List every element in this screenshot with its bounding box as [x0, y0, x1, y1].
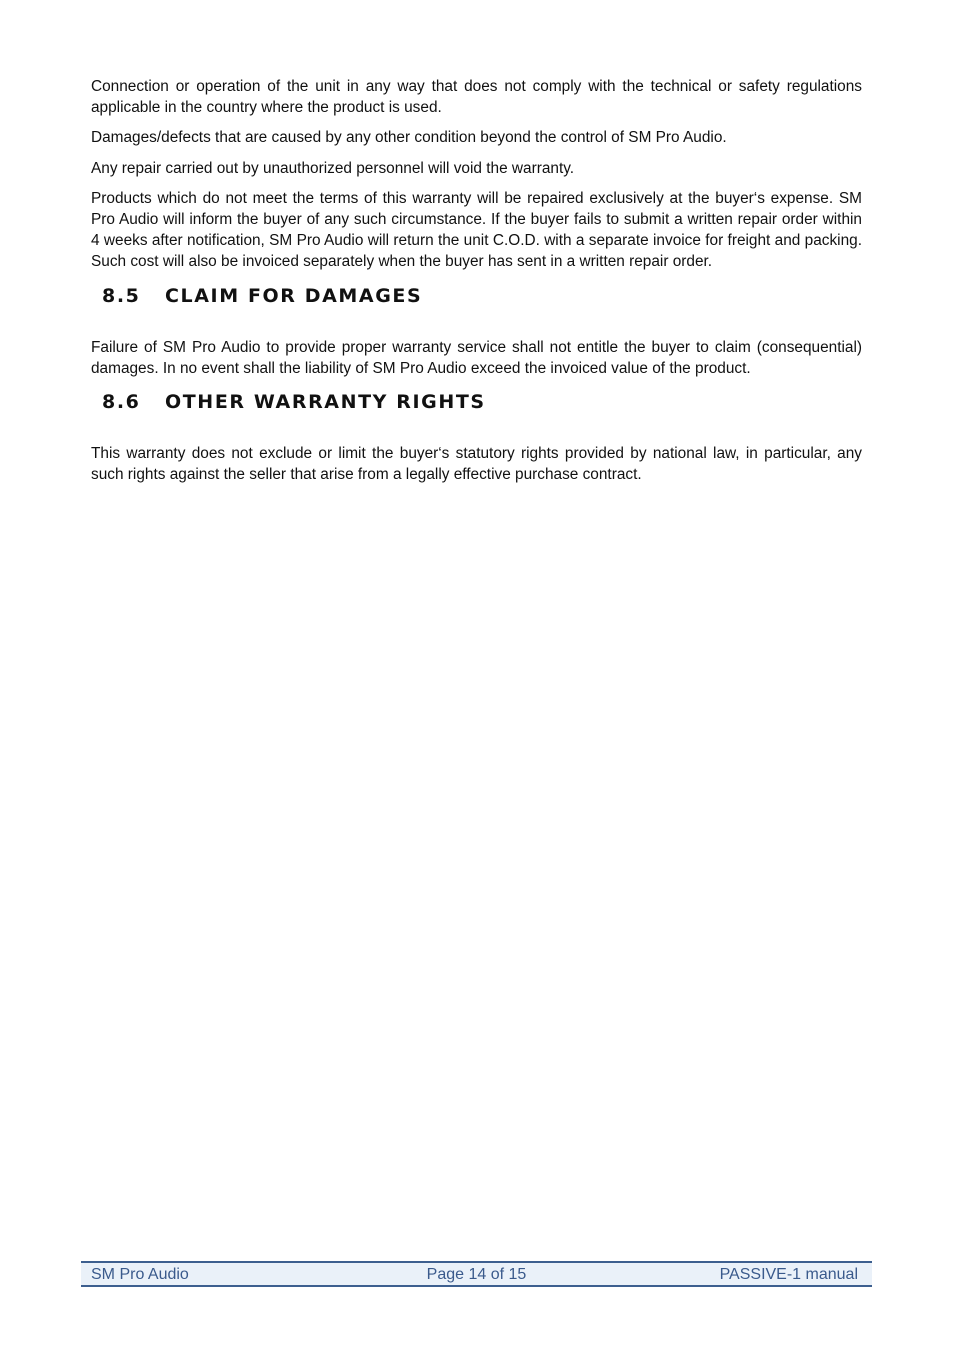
section-title: CLAIM FOR DAMAGES — [165, 284, 423, 307]
page-footer — [81, 1261, 872, 1287]
section-number: 8.5 — [102, 284, 141, 307]
footer-page-number: Page 14 of 15 — [426, 1266, 527, 1283]
paragraph-buyer-expense: Products which do not meet the terms of this warranty will be repaired exclusively at the buyer‘s expense. SM Pro Audio will inform the buyer of any such circumstance. If the buyer fails to submit a written repair order within 4 weeks after notification, SM Pro Audio will return the unit C.O.D. with a separate invoice for freight and packing. Such cost will also be invoiced separately when the buyer has sent in a written repair order. — [91, 189, 862, 271]
paragraph-unauthorized-repair: Any repair carried out by unauthorized personnel will void the warranty. — [91, 159, 575, 177]
paragraph-connection: Connection or operation of the unit in any way that does not comply with the technical or safety regulations applicable in the country where the product is used. — [91, 78, 862, 117]
page-content — [91, 76, 862, 494]
section-title: OTHER WARRANTY RIGHTS — [165, 391, 486, 414]
footer-company: SM Pro Audio — [91, 1266, 189, 1283]
section-number: 8.6 — [102, 391, 141, 414]
paragraph-damages-defects: Damages/defects that are caused by any other condition beyond the control of SM Pro Audio. — [91, 129, 727, 147]
paragraph-claim-for-damages: Failure of SM Pro Audio to provide proper warranty service shall not entitle the buyer to claim (consequential) damages. In no event shall the liability of SM Pro Audio exceed the invoiced value of the product. — [91, 338, 862, 377]
section-heading-claim-for-damages — [91, 284, 862, 308]
paragraph-other-warranty-rights: This warranty does not exclude or limit the buyer‘s statutory rights provided by national law, in particular, any such rights against the seller that arise from a legally effective purchase contract. — [91, 445, 862, 484]
section-heading-other-warranty-rights — [91, 390, 862, 414]
footer-document-title: PASSIVE-1 manual — [719, 1266, 858, 1283]
